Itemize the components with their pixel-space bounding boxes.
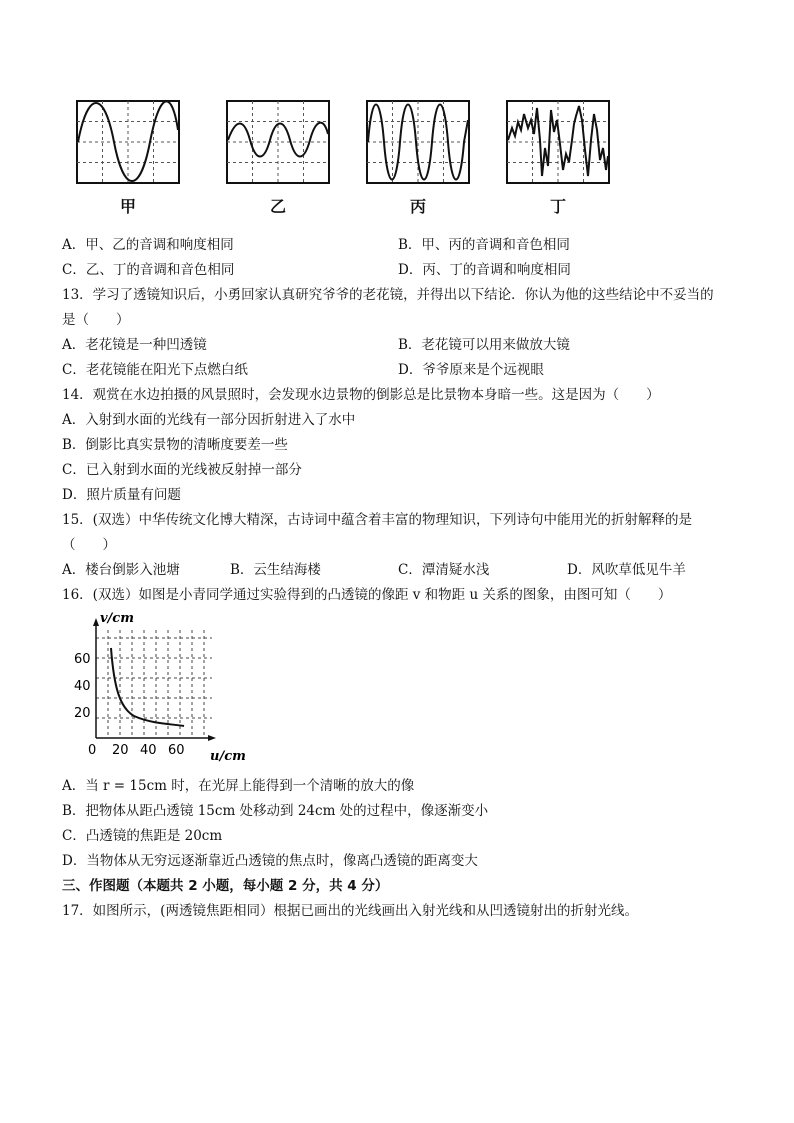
q16-stem: 16．(双选）如图是小青同学通过实验得到的凸透镜的像距 v 和物距 u 关系的图象，由图可知（ ） bbox=[62, 587, 672, 603]
q13-option-b: B．老花镜可以用来做放大镜 bbox=[398, 337, 570, 353]
q17-stem: 17．如图所示，(两透镜焦距相同）根据已画出的光线画出入射光线和从凹透镜射出的折射光线。 bbox=[62, 903, 638, 919]
waveform-label-jia: 甲 bbox=[119, 197, 136, 216]
waveform-bing bbox=[366, 100, 470, 184]
q15-option-a: A．楼台倒影入池塘 bbox=[62, 562, 180, 578]
q13-option-d: D．爷爷原来是个远视眼 bbox=[398, 362, 544, 378]
graph-xtick-0: 0 bbox=[88, 743, 97, 758]
q12-option-b: B．甲、丙的音调和音色相同 bbox=[398, 237, 570, 253]
v-u-graph bbox=[62, 608, 247, 766]
q13-stem-line2: 是（ ） bbox=[62, 312, 130, 328]
q12-option-d: D．丙、丁的音调和响度相同 bbox=[398, 262, 571, 278]
q13-option-a: A．老花镜是一种凹透镜 bbox=[62, 337, 207, 353]
q15-stem-line1: 15．(双选）中华传统文化博大精深，古诗词中蕴含着丰富的物理知识，下列诗句中能用光的折射解释的是 bbox=[62, 512, 692, 528]
graph-ytick-40: 40 bbox=[74, 679, 91, 694]
q14-option-c: C．已入射到水面的光线被反射掉一部分 bbox=[62, 462, 302, 478]
q15-stem-line2: （ ） bbox=[62, 537, 116, 553]
q16-option-d: D．当物体从无穷远逐渐靠近凸透镜的焦点时，像离凸透镜的距离变大 bbox=[62, 853, 478, 869]
graph-xlabel: u/cm bbox=[210, 749, 246, 764]
q13-option-c: C．老花镜能在阳光下点燃白纸 bbox=[62, 362, 248, 378]
waveform-yi bbox=[226, 100, 330, 184]
waveform-ding bbox=[506, 100, 610, 184]
graph-xtick-40: 40 bbox=[140, 743, 157, 758]
q12-option-c: C．乙、丁的音调和音色相同 bbox=[62, 262, 235, 278]
q16-option-c: C．凸透镜的焦距是 20cm bbox=[62, 828, 223, 844]
graph-xtick-20: 20 bbox=[112, 743, 129, 758]
q16-option-b: B．把物体从距凸透镜 15cm 处移动到 24cm 处的过程中，像逐渐变小 bbox=[62, 803, 489, 819]
graph-ytick-60: 60 bbox=[74, 652, 91, 667]
q16-option-a: A．当 r = 15cm 时，在光屏上能得到一个清晰的放大的像 bbox=[62, 778, 415, 794]
q14-stem: 14．观赏在水边拍摄的风景照时，会发现水边景物的倒影总是比景物本身暗一些。这是因为（ ） bbox=[62, 387, 660, 403]
q15-option-b: B．云生结海楼 bbox=[230, 562, 321, 578]
q14-option-a: A．入射到水面的光线有一部分因折射进入了水中 bbox=[62, 412, 356, 428]
q13-stem-line1: 13．学习了透镜知识后，小勇回家认真研究爷爷的老花镜，并得出以下结论．你认为他的这些结论中不妥当的 bbox=[62, 287, 714, 303]
waveform-figure bbox=[64, 96, 624, 222]
graph-ylabel: v/cm bbox=[100, 611, 134, 626]
q12-option-a: A．甲、乙的音调和响度相同 bbox=[62, 237, 234, 253]
q15-option-d: D．风吹草低见牛羊 bbox=[567, 562, 686, 578]
q14-option-d: D．照片质量有问题 bbox=[62, 487, 181, 503]
section-3-title: 三、作图题（本题共 2 小题，每小题 2 分，共 4 分） bbox=[62, 878, 389, 894]
waveform-label-ding: 丁 bbox=[549, 197, 566, 216]
waveform-label-bing: 丙 bbox=[409, 197, 426, 216]
q15-option-c: C．潭清疑水浅 bbox=[398, 562, 490, 578]
graph-ytick-20: 20 bbox=[74, 706, 91, 721]
waveform-label-yi: 乙 bbox=[269, 197, 286, 216]
graph-xtick-60: 60 bbox=[168, 743, 185, 758]
waveform-jia bbox=[76, 100, 180, 184]
q14-option-b: B．倒影比真实景物的清晰度要差一些 bbox=[62, 437, 288, 453]
